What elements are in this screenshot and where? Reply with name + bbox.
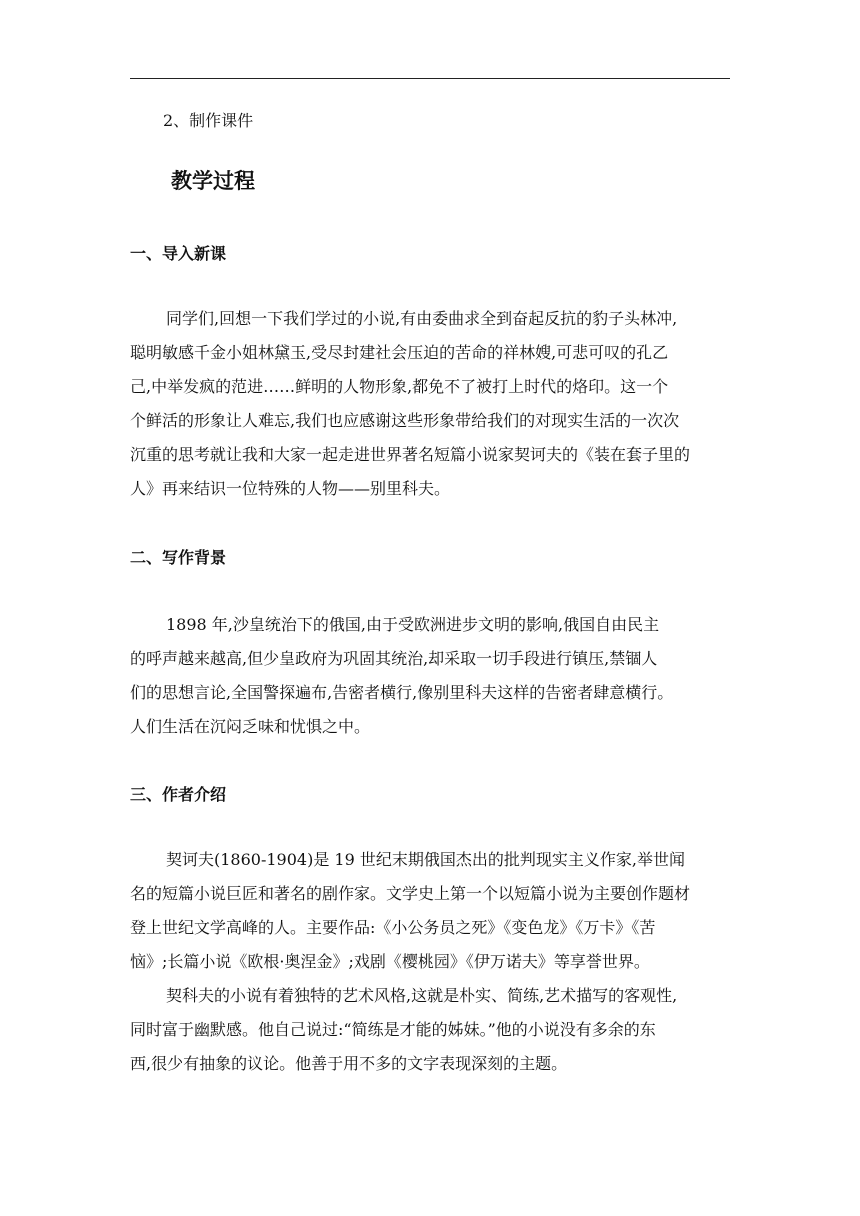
paragraph-line: 西,很少有抽象的议论。他善于用不多的文字表现深刻的主题。	[130, 1054, 568, 1073]
paragraph-line: 人们生活在沉闷乏味和忧惧之中。	[130, 717, 371, 736]
paragraph-line: 己,中举发疯的范进……鲜明的人物形象,都免不了被打上时代的烙印。这一个	[130, 377, 669, 396]
paragraph-line: 的呼声越来越高,但少皇政府为巩固其统治,却采取一切手段进行镇压,禁锢人	[130, 649, 658, 668]
paragraph-line: 人》再来结识一位特殊的人物——别里科夫。	[130, 479, 451, 498]
paragraph-line: 恼》;长篇小说《欧根·奥涅金》;戏剧《樱桃园》《伊万诺夫》等享誉世界。	[130, 952, 650, 971]
paragraph-line: 契诃夫(1860-1904)是 19 世纪末期俄国杰出的批判现实主义作家,举世闻	[166, 850, 685, 869]
paragraph-line: 同时富于幽默感。他自己说过:“简练是才能的姊妹。”他的小说没有多余的东	[130, 1020, 656, 1039]
paragraph-author	[130, 843, 730, 1081]
paragraph-line: 名的短篇小说巨匠和著名的剧作家。文学史上第一个以短篇小说为主要创作题材	[130, 884, 691, 903]
paragraph-line: 个鲜活的形象让人难忘,我们也应感谢这些形象带给我们的对现实生活的一次次	[130, 411, 680, 430]
paragraph-line: 沉重的思考就让我和大家一起走进世界著名短篇小说家契诃夫的《装在套子里的	[130, 445, 691, 464]
paragraph-line: 同学们,回想一下我们学过的小说,有由委曲求全到奋起反抗的豹子头林冲,	[166, 309, 678, 328]
section-heading-background: 二、写作背景	[130, 548, 227, 567]
section-heading-intro: 一、导入新课	[130, 244, 227, 263]
header-rule	[130, 78, 730, 79]
paragraph-line: 登上世纪文学高峰的人。主要作品:《小公务员之死》《变色龙》《万卡》《苦	[130, 918, 656, 937]
paragraph-intro	[130, 302, 730, 506]
paragraph-line: 们的思想言论,全国警探遍布,告密者横行,像别里科夫这样的告密者肆意横行。	[130, 683, 674, 702]
preparation-item: 2、制作课件	[163, 111, 254, 130]
paragraph-line: 1898 年,沙皇统治下的俄国,由于受欧洲进步文明的影响,俄国自由民主	[166, 615, 660, 634]
paragraph-line: 聪明敏感千金小姐林黛玉,受尽封建社会压迫的苦命的祥林嫂,可悲可叹的孔乙	[130, 343, 669, 362]
paragraph-line: 契科夫的小说有着独特的艺术风格,这就是朴实、简练,艺术描写的客观性,	[166, 986, 678, 1005]
section-heading-author: 三、作者介绍	[130, 785, 227, 804]
paragraph-background	[130, 608, 730, 744]
page-title: 教学过程	[171, 169, 255, 193]
